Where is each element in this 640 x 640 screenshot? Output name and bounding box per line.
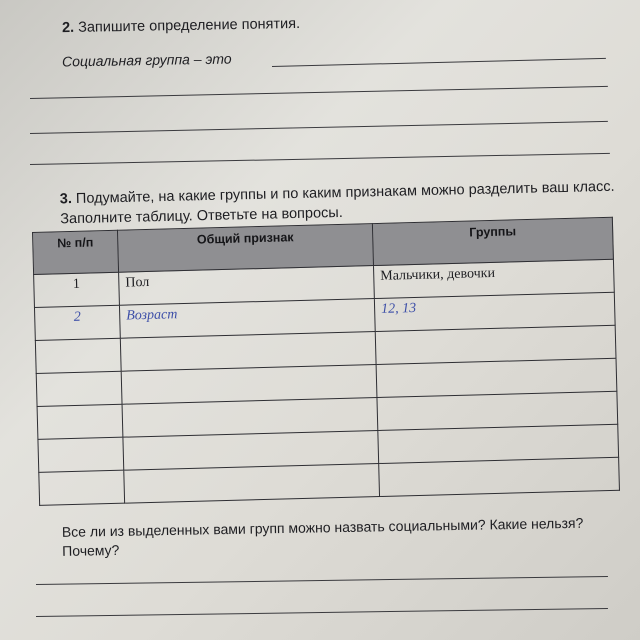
final-question: Все ли из выделенных вами групп можно назвать социальными? Какие нельзя? Почему? [61,514,584,559]
cell-groups: Мальчики, девочки [373,259,614,298]
question-3-text: Подумайте, на какие группы и по каким признакам можно разделить ваш класс. Заполните таблицу. Ответьте на вопросы. [60,178,615,228]
answer-line-6 [36,608,608,617]
cell-number-handwritten: 2 [34,305,120,340]
question-2-number: 2. [61,19,75,37]
answer-line-4 [30,153,610,166]
cell-number: 1 [34,272,120,307]
answer-line-1 [272,58,606,68]
header-attribute: Общий признак [117,224,373,273]
definition-term: Социальная группа [61,51,190,70]
cell-groups-handwritten: 12, 13 [374,292,615,331]
definition-prompt [62,51,232,70]
definition-dash: – это [189,50,232,68]
question-3-number: 3. [59,191,73,208]
question-2 [62,16,300,36]
groups-table [32,217,620,506]
answer-line-5 [36,576,608,585]
header-groups: Группы [372,217,613,265]
cell-attribute: Пол [119,266,375,306]
answer-line-2 [30,86,608,99]
answer-line-3 [30,121,608,134]
question-2-text: Запишите определение понятия. [78,15,301,36]
header-number: № п/п [33,230,119,274]
cell-attribute-handwritten: Возраст [119,299,375,339]
